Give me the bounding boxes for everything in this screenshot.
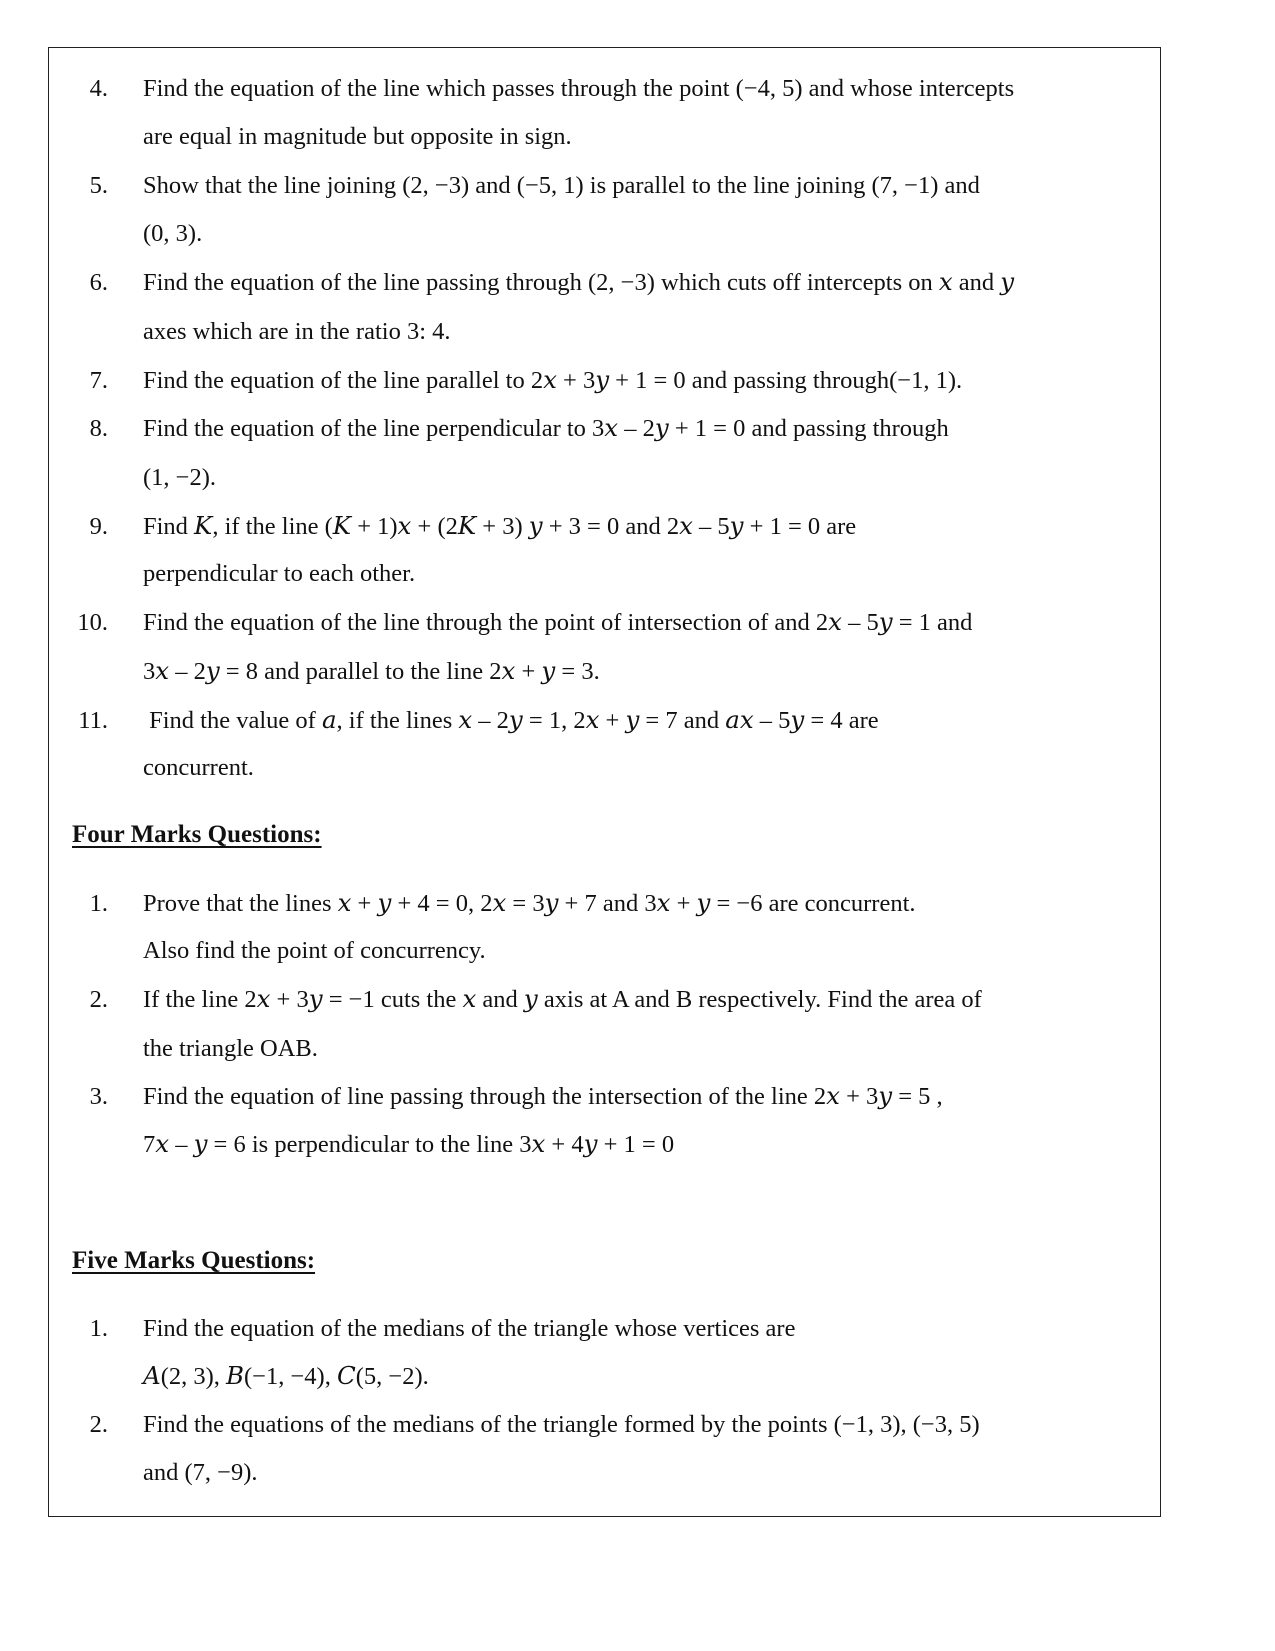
question-text: 3𝑥 – 2𝑦 = 8 and parallel to the line 2𝑥 + 𝑦 = 3. [143,658,600,685]
question-text: Find the value of 𝑎, if the lines 𝑥 – 2𝑦 = 1, 2𝑥 + 𝑦 = 7 and 𝑎𝑥 – 5𝑦 = 4 are [143,707,879,734]
question-text: the triangle OAB. [143,1035,318,1062]
question-number: 2. [89,1411,108,1438]
question-text: Find the equation of the line which passes through the point (−4, 5) and whose intercepts [143,75,1015,102]
page-border [48,47,1161,1517]
question-text: are equal in magnitude but opposite in sign. [143,123,572,150]
question-text: (0, 3). [143,220,203,247]
question-number: 7. [89,367,108,394]
question-text: concurrent. [143,754,254,781]
question-number: 2. [89,986,108,1013]
question-number: 5. [89,172,108,199]
question-text: If the line 2𝑥 + 3𝑦 = −1 cuts the 𝑥 and 𝑦 axis at A and B respectively. Find the area of [143,986,982,1013]
question-text: (1, −2). [143,464,217,491]
question-number: 8. [89,415,108,442]
question-text: and (7, −9). [143,1459,258,1486]
question-text: Prove that the lines 𝑥 + 𝑦 + 4 = 0, 2𝑥 = 3𝑦 + 7 and 3𝑥 + 𝑦 = −6 are concurrent. [143,890,916,917]
question-text: 7𝑥 – 𝑦 = 6 is perpendicular to the line 3𝑥 + 4𝑦 + 1 = 0 [143,1131,675,1158]
question-text: Find the equation of the line perpendicular to 3𝑥 – 2𝑦 + 1 = 0 and passing through [143,415,949,442]
question-text: 𝐴(2, 3), 𝐵(−1, −4), 𝐶(5, −2). [143,1363,429,1390]
question-text: Find the equation of the medians of the triangle whose vertices are [143,1315,796,1342]
question-text: Show that the line joining (2, −3) and (−5, 1) is parallel to the line joining (7, −1) and [143,172,980,199]
question-number: 3. [89,1083,108,1110]
four-marks-heading: Four Marks Questions: [72,821,322,848]
question-text: Find the equations of the medians of the triangle formed by the points (−1, 3), (−3, 5) [143,1411,980,1438]
question-text: Find 𝐾, if the line (𝐾 + 1)𝑥 + (2𝐾 + 3) 𝑦 + 3 = 0 and 2𝑥 – 5𝑦 + 1 = 0 are [143,513,857,540]
question-number: 11. [78,707,108,734]
question-number: 9. [89,513,108,540]
question-number: 1. [89,890,108,917]
question-text: Find the equation of the line parallel to 2𝑥 + 3𝑦 + 1 = 0 and passing through(−1, 1). [143,367,963,394]
question-text: axes which are in the ratio 3: 4. [143,318,451,345]
question-text: Also find the point of concurrency. [143,937,486,964]
question-number: 10. [77,609,108,636]
five-marks-heading: Five Marks Questions: [72,1247,316,1274]
question-text: Find the equation of the line through the point of intersection of and 2𝑥 – 5𝑦 = 1 and [143,609,973,636]
question-number: 1. [89,1315,108,1342]
question-text: perpendicular to each other. [143,560,416,587]
question-number: 4. [89,75,108,102]
question-number: 6. [89,269,108,296]
question-text: Find the equation of line passing through the intersection of the line 2𝑥 + 3𝑦 = 5 , [143,1083,943,1110]
question-text: Find the equation of the line passing through (2, −3) which cuts off intercepts on 𝑥 and 𝑦 [143,269,1015,296]
